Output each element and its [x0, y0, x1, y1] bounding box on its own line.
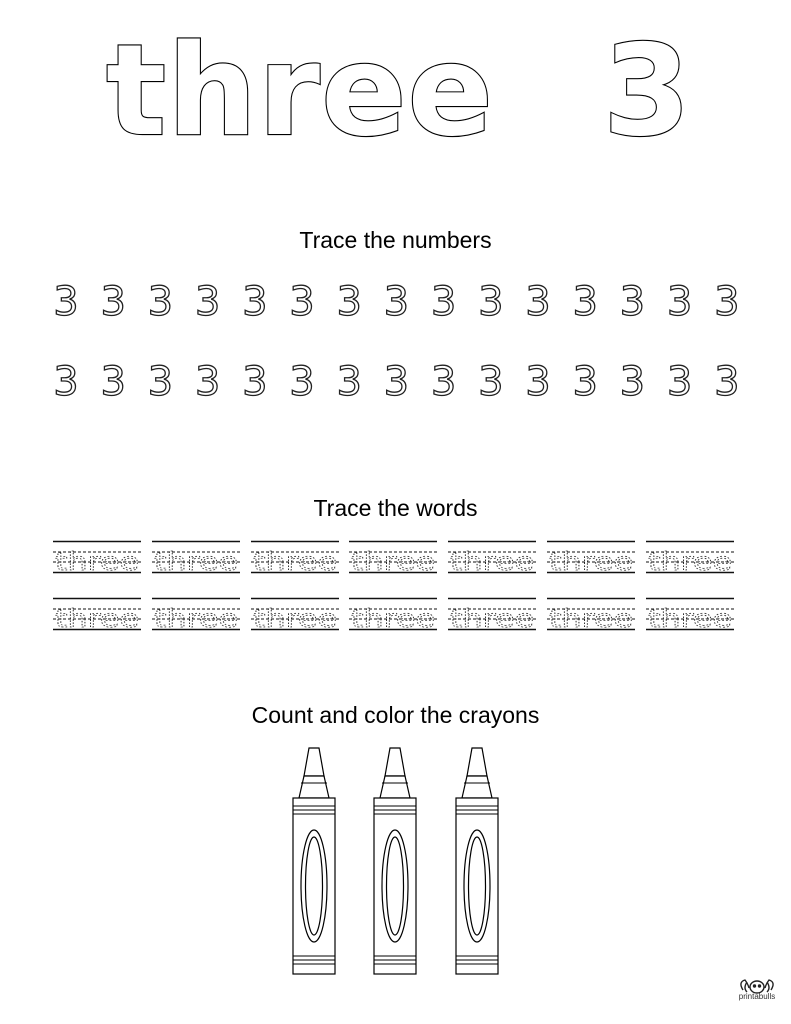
word-trace-box: [152, 540, 240, 574]
trace-word: three: [55, 547, 139, 574]
number-trace-row: [0, 354, 791, 410]
trace-digit: 3: [572, 279, 598, 325]
trace-digit: 3: [100, 359, 126, 405]
trace-digit: 3: [53, 359, 79, 405]
trace-word: three: [351, 547, 436, 574]
trace-word: three: [351, 604, 436, 631]
trace-digit: 3: [289, 359, 315, 405]
trace-word: three: [647, 547, 732, 574]
trace-word: three: [153, 547, 238, 574]
trace-digit: 3: [478, 279, 504, 325]
trace-digit: 3: [147, 279, 174, 325]
trace-word: three: [252, 547, 337, 574]
trace-digit: 3: [478, 359, 504, 405]
count-crayons-heading: Count and color the crayons: [251, 702, 540, 728]
trace-digit: 3: [383, 279, 410, 325]
word-trace-box: [547, 540, 635, 574]
trace-digit: 3: [336, 359, 362, 405]
word-trace-box: [251, 597, 339, 631]
trace-word: three: [450, 547, 535, 574]
trace-digit: 3: [289, 279, 315, 325]
trace-words-heading: Trace the words: [313, 495, 478, 521]
trace-word: three: [549, 547, 633, 574]
trace-word: three: [252, 604, 337, 631]
trace-digit: 3: [430, 279, 457, 325]
trace-digit: 3: [714, 359, 740, 405]
word-trace-box: [152, 597, 240, 631]
trace-word: three: [647, 604, 732, 631]
trace-digit: 3: [383, 359, 410, 405]
trace-digit: 3: [525, 359, 551, 405]
trace-digit: 3: [194, 279, 221, 325]
word-trace-box: [349, 597, 437, 631]
trace-digit: 3: [525, 279, 551, 325]
word-trace-box: [646, 597, 734, 631]
trace-numbers-heading: Trace the numbers: [299, 227, 492, 253]
trace-digit: 3: [714, 279, 740, 325]
word-trace-box: [251, 540, 339, 574]
number-trace-row: [0, 274, 791, 330]
trace-digit: 3: [100, 279, 126, 325]
trace-digit: 3: [194, 359, 221, 405]
trace-digit: 3: [53, 279, 79, 325]
title-digit: 3: [603, 17, 692, 164]
trace-digit: 3: [619, 279, 646, 325]
trace-digit: 3: [666, 359, 693, 405]
trace-word: three: [55, 604, 139, 631]
word-trace-box: [53, 597, 141, 631]
title-word: three: [106, 17, 494, 164]
trace-digit: 3: [430, 359, 457, 405]
word-trace-box: [448, 540, 536, 574]
word-trace-box: [547, 597, 635, 631]
trace-digit: 3: [572, 359, 598, 405]
brand-name: printabulls: [738, 992, 776, 1001]
trace-digit: 3: [336, 279, 362, 325]
trace-word: three: [450, 604, 535, 631]
trace-word: three: [153, 604, 238, 631]
word-trace-box: [53, 540, 141, 574]
crayon-icon: [371, 746, 419, 978]
trace-digit: 3: [242, 359, 268, 405]
crayon-icon: [290, 746, 338, 978]
trace-digit: 3: [619, 359, 646, 405]
crayon-icon: [453, 746, 501, 978]
trace-digit: 3: [666, 279, 693, 325]
word-trace-box: [448, 597, 536, 631]
word-trace-box: [646, 540, 734, 574]
word-trace-box: [349, 540, 437, 574]
trace-word: three: [549, 604, 633, 631]
trace-digit: 3: [147, 359, 174, 405]
trace-digit: 3: [242, 279, 268, 325]
